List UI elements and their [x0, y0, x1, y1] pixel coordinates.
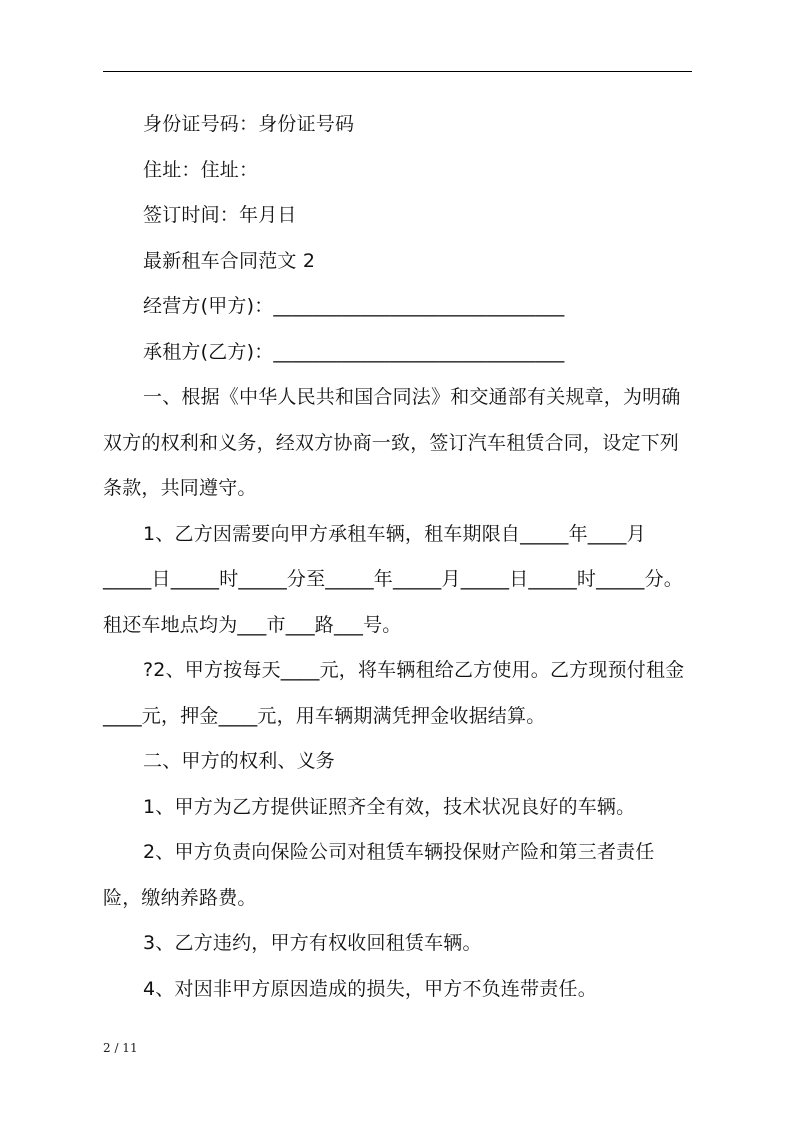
address-line: 住址：住址：: [143, 158, 259, 181]
document-body: [103, 102, 692, 1012]
clause-preamble: 一、根据《中华人民共和国合同法》和交通部有关规章，为明确双方的权利和义务，经双方协商一致，签订汽车租赁合同，设定下列条款，共同遵守。: [103, 386, 681, 499]
party-a-item-4: 4、对因非甲方原因造成的损失，甲方不负连带责任。: [143, 977, 597, 1000]
page-number: 2 / 11: [103, 1041, 138, 1055]
section-title: 最新租车合同范文 2: [143, 249, 316, 272]
party-a-item-2: 2、甲方负责向保险公司对租赁车辆投保财产险和第三者责任险，缴纳养路费。: [103, 841, 655, 909]
heading-party-a-rights: 二、甲方的权利、义务: [143, 750, 336, 772]
clause-1-rental-period: 1、乙方因需要向甲方承租车辆，租车期限自_____年____月_____日_____时_____分至_____年_____月_____日_____时_____分。租还车地点均为___市___路___号。: [103, 522, 684, 636]
party-a-item-3: 3、乙方违约，甲方有权收回租赁车辆。: [143, 932, 482, 954]
signing-date-line: 签订时间：年月日: [143, 204, 297, 226]
party-a-item-1: 1、甲方为乙方提供证照齐全有效，技术状况良好的车辆。: [143, 795, 636, 818]
id-number-line: 身份证号码：身份证号码: [143, 113, 355, 135]
party-a-line: 经营方(甲方)：______________________________: [143, 295, 565, 317]
clause-2-rental-fee: ?2、甲方按每天____元，将车辆租给乙方使用。乙方现预付租金____元，押金____元，用车辆期满凭押金收据结算。: [103, 659, 685, 727]
header-rule: [103, 71, 692, 72]
party-b-line: 承租方(乙方)：______________________________: [143, 340, 565, 363]
